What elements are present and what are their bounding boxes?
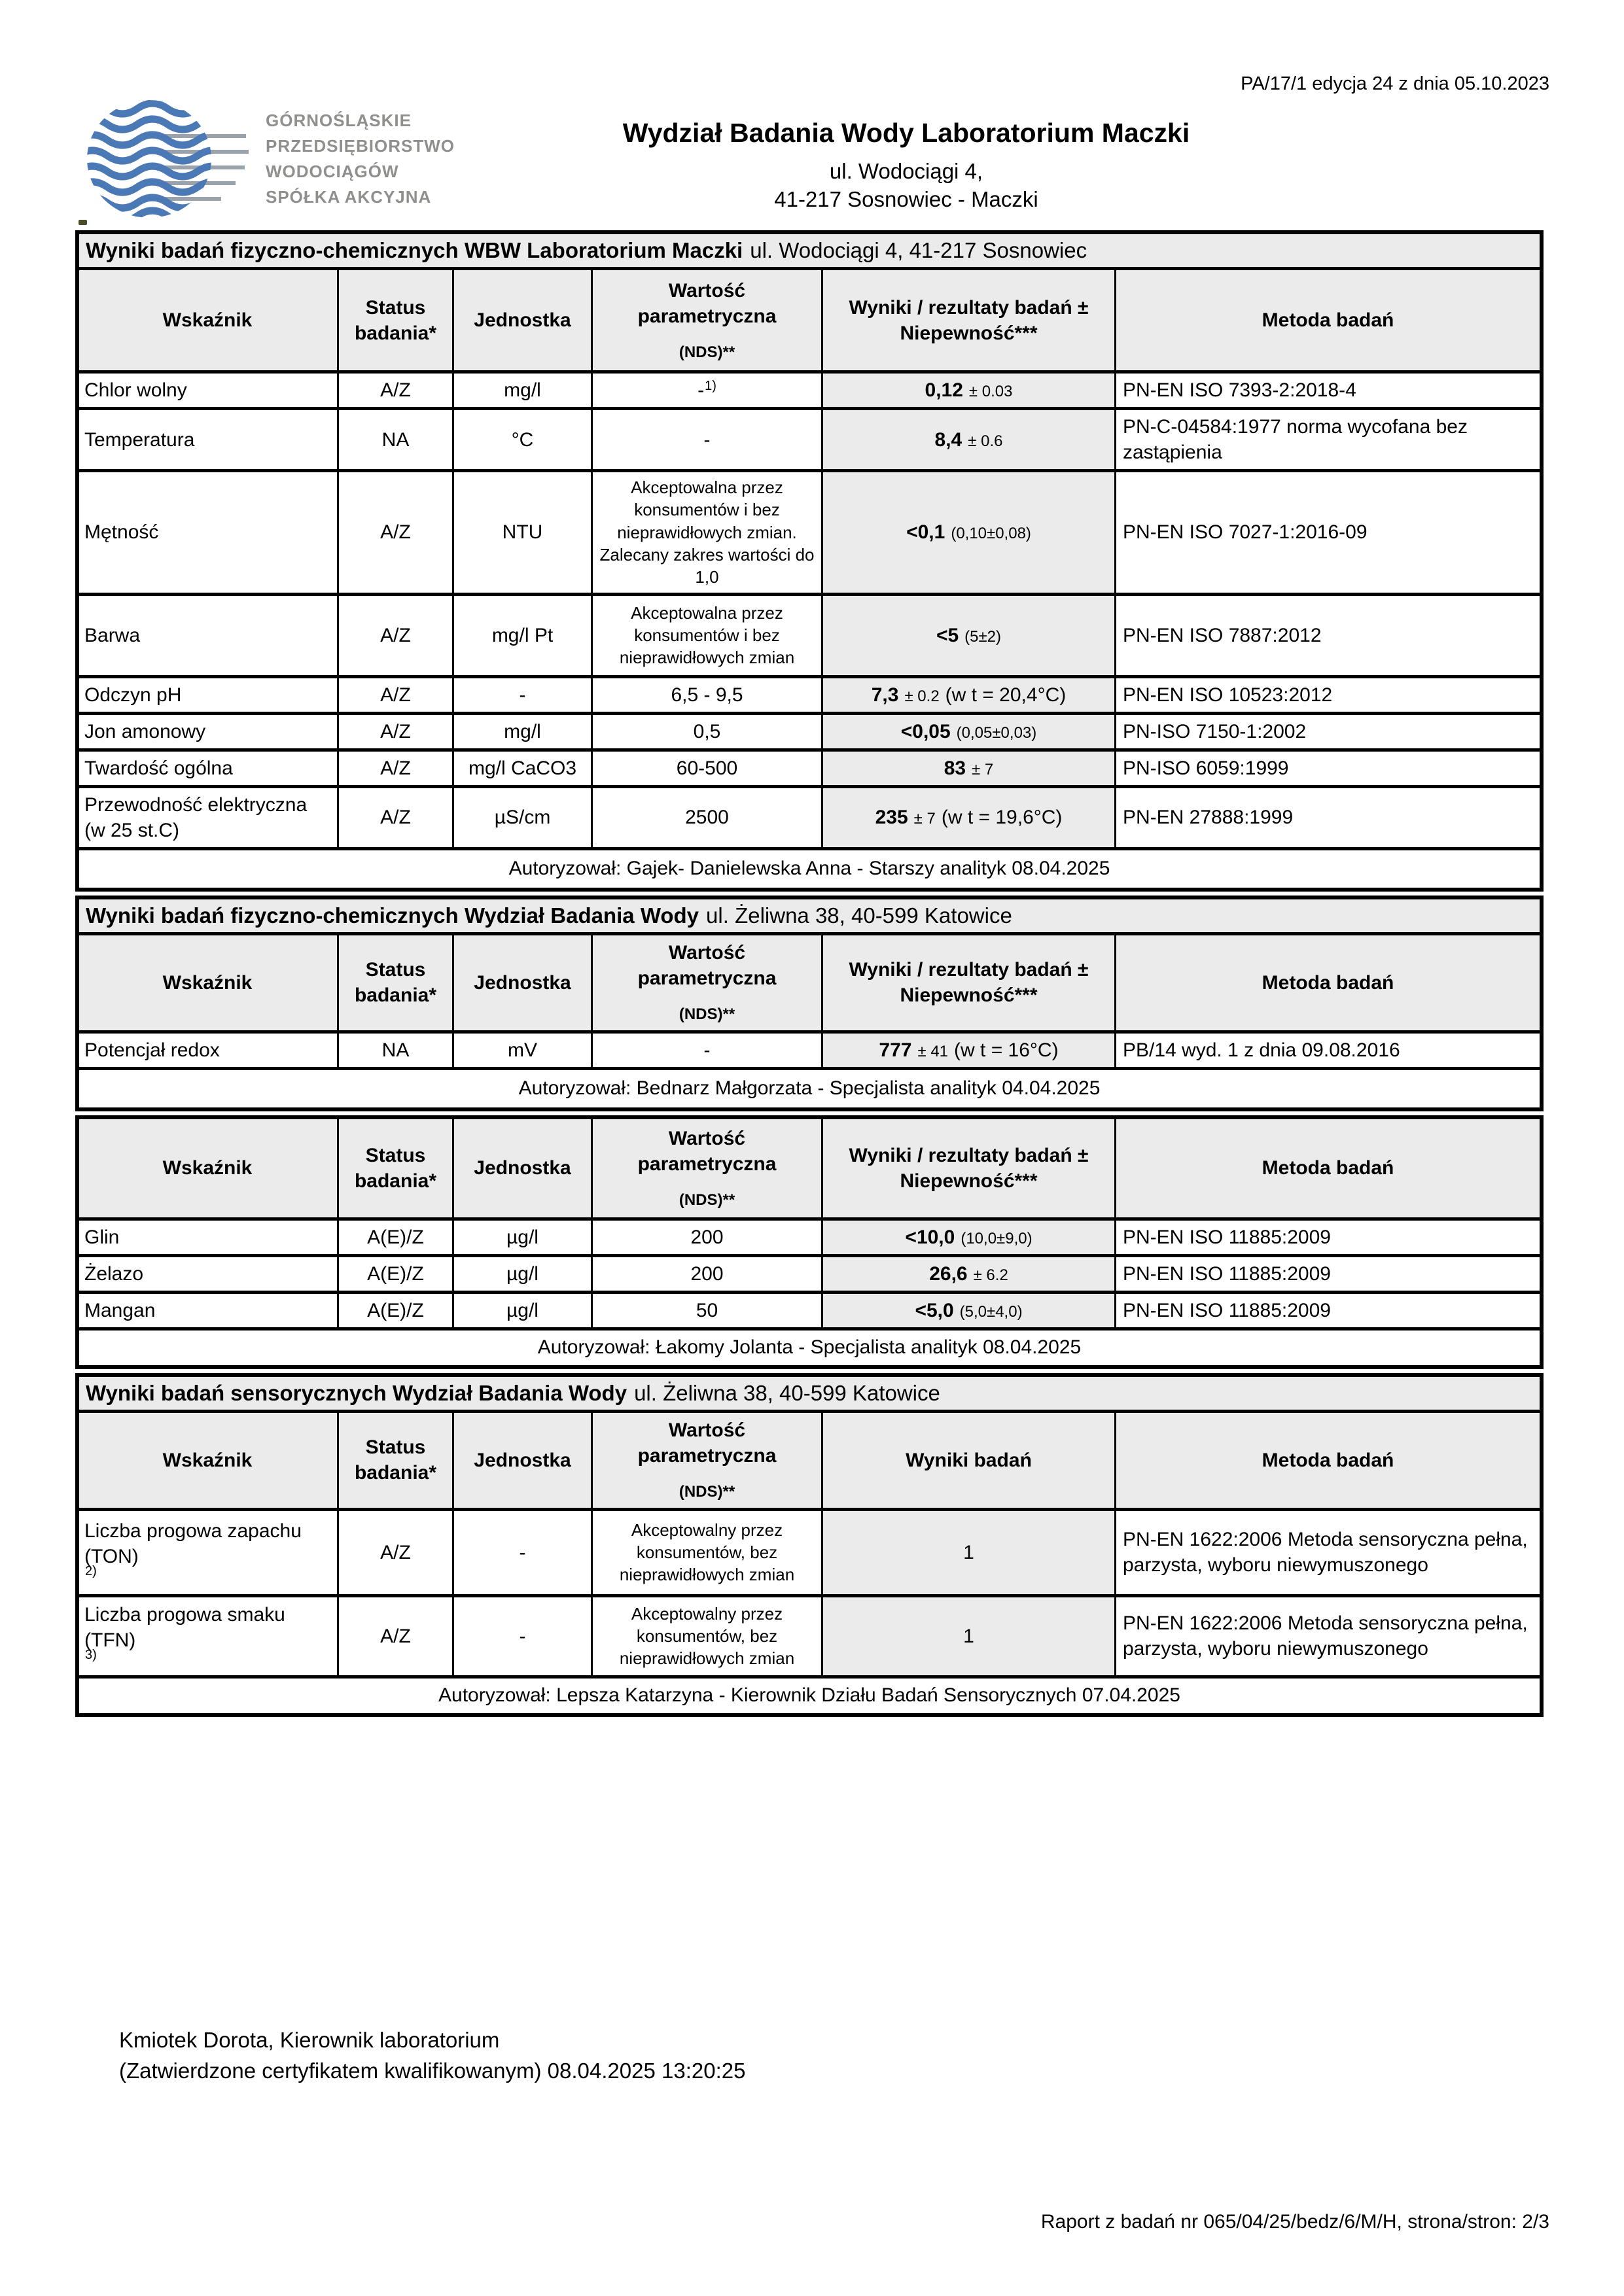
table-cell — [1114, 1257, 1540, 1291]
column-header-line: badania* — [354, 1170, 437, 1192]
cell-text: <5,0 — [915, 1299, 954, 1321]
cell-text: Mangan — [84, 1299, 156, 1321]
table-title-address: ul. Żeliwna 38, 40-599 Katowice — [706, 903, 1012, 928]
cell-text: Przewodność elektryczna (w 25 st.C) — [84, 793, 308, 841]
column-header-line: Metoda badań — [1262, 309, 1394, 331]
column-header-line: Jednostka — [474, 309, 571, 331]
table-cell — [821, 410, 1114, 469]
cell-text: A/Z — [380, 624, 411, 646]
table-cell — [79, 678, 337, 712]
cell-text: (5,0±4,0) — [959, 1302, 1023, 1321]
column-header-line: Status — [365, 1436, 426, 1459]
cell-text: 50 — [696, 1299, 718, 1321]
table-row — [79, 785, 1540, 847]
cell-text: PN-C-04584:1977 norma wycofana bez zastąpienia — [1123, 416, 1468, 463]
table-cell — [452, 410, 591, 469]
column-header-line: Status — [365, 296, 426, 319]
table-cell — [452, 678, 591, 712]
table-title-address: ul. Wodociągi 4, 41-217 Sosnowiec — [750, 238, 1087, 262]
column-header — [821, 1119, 1114, 1217]
results-table-4 — [75, 1373, 1544, 1717]
column-header-line: Wartość — [668, 279, 746, 302]
cell-text: Akceptowalna przez konsumentów i bez nieprawidłowych zmian — [619, 602, 795, 668]
table-cell — [337, 1221, 452, 1254]
cell-text: Akceptowalny przez konsumentów, bez nieprawidłowych zmian — [619, 1520, 795, 1585]
table-cell — [591, 1294, 821, 1327]
column-header-line: Wartość — [668, 942, 746, 964]
table-row — [79, 407, 1540, 469]
cell-text: Twardość ogólna — [84, 757, 233, 779]
table-cell — [591, 1257, 821, 1291]
cell-text: 0,12 — [925, 379, 963, 401]
cell-text: ± 0.6 — [968, 432, 1003, 450]
company-name-line: WODOCIĄGÓW — [266, 162, 399, 181]
cell-text: - — [703, 428, 711, 451]
cell-text: NA — [381, 428, 410, 451]
table-cell — [591, 374, 821, 407]
table-cell — [337, 788, 452, 847]
table-row — [79, 1217, 1540, 1254]
cell-text: A(E)/Z — [367, 1299, 424, 1321]
cell-text: ± 7 — [913, 810, 936, 828]
cell-text: 2500 — [685, 807, 729, 829]
results-table-1 — [75, 230, 1544, 892]
table-cell — [337, 715, 452, 748]
table-cell — [1114, 1221, 1540, 1254]
cell-text: mg/l CaCO3 — [468, 757, 577, 779]
table-cell — [452, 752, 591, 785]
cell-text: ± 6.2 — [973, 1266, 1008, 1284]
column-header — [1114, 935, 1540, 1030]
cell-text: PN-ISO 7150-1:2002 — [1123, 720, 1307, 742]
report-number-page: Raport z badań nr 065/04/25/bedz/6/M/H, strona/stron: 2/3 — [1040, 2211, 1549, 2233]
table-cell — [79, 410, 337, 469]
column-header — [1114, 270, 1540, 370]
cell-text: ± 0.2 — [904, 687, 940, 705]
column-header-sub: (NDS)** — [679, 343, 735, 361]
table-cell — [1114, 1511, 1540, 1594]
column-header-line: badania* — [354, 322, 437, 344]
column-header — [337, 270, 452, 370]
cell-text: A/Z — [380, 684, 411, 706]
column-header-line: parametryczna — [637, 967, 777, 990]
table-cell — [821, 1034, 1114, 1067]
table-cell — [452, 1034, 591, 1067]
table-row — [79, 675, 1540, 712]
cell-text: (0,10±0,08) — [951, 525, 1031, 543]
page-artifact-mark — [79, 220, 87, 225]
cell-text: Glin — [84, 1226, 120, 1248]
table-cell — [1114, 596, 1540, 675]
table-cell — [337, 1257, 452, 1291]
results-table-2 — [75, 896, 1544, 1111]
cell-text: A/Z — [380, 1625, 411, 1647]
table-title-row — [79, 1377, 1540, 1410]
authorized-by-row: Autoryzował: Gajek- Danielewska Anna - Starszy analityk 08.04.2025 — [79, 847, 1540, 888]
cell-text: Potencjał redox — [84, 1039, 220, 1061]
column-header-line: Wartość — [668, 1419, 746, 1442]
table-cell — [1114, 1597, 1540, 1675]
table-cell — [337, 1511, 452, 1594]
table-row — [79, 1594, 1540, 1675]
cell-text: A/Z — [380, 379, 411, 401]
column-header — [452, 1119, 591, 1217]
cell-text: PN-EN 27888:1999 — [1123, 807, 1294, 829]
table-cell — [337, 410, 452, 469]
cell-text: A(E)/Z — [367, 1226, 424, 1248]
table-cell — [591, 788, 821, 847]
table-row — [79, 1291, 1540, 1327]
table-header-row — [79, 267, 1540, 370]
table-cell — [821, 596, 1114, 675]
table-cell — [1114, 678, 1540, 712]
cell-text: NA — [381, 1039, 410, 1061]
table-cell — [337, 678, 452, 712]
cell-text: mg/l Pt — [491, 624, 554, 646]
column-header — [79, 270, 337, 370]
table-cell — [452, 374, 591, 407]
cell-text: 60-500 — [676, 757, 738, 779]
company-name-line: SPÓŁKA AKCYJNA — [266, 187, 432, 207]
table-cell — [79, 715, 337, 748]
cell-text: 200 — [690, 1226, 724, 1248]
cell-text: Akceptowalna przez konsumentów i bez nieprawidłowych zmian. Zalecany zakres wartości do 1,0 — [599, 478, 815, 587]
column-header — [1114, 1413, 1540, 1508]
table-title-text: Wyniki badań fizyczno-chemicznych WBW Laboratorium Maczki — [86, 238, 743, 262]
cell-text: µg/l — [506, 1226, 538, 1248]
document-reference: PA/17/1 edycja 24 z dnia 05.10.2023 — [1241, 73, 1549, 94]
column-header-line: badania* — [354, 1462, 437, 1484]
cell-text: PN-EN 1622:2006 Metoda sensoryczna pełna, parzysta, wyboru niewymuszonego — [1123, 1612, 1528, 1660]
table-cell — [1114, 1034, 1540, 1067]
table-cell — [79, 1034, 337, 1067]
cell-text: 1) — [705, 379, 716, 393]
cell-text: PN-EN ISO 7027-1:2016-09 — [1123, 521, 1368, 544]
cell-text: 2) — [85, 1564, 97, 1579]
table-title-row — [79, 234, 1540, 267]
cell-text: PN-EN 1622:2006 Metoda sensoryczna pełna, parzysta, wyboru niewymuszonego — [1123, 1529, 1528, 1576]
table-cell — [452, 596, 591, 675]
table-cell — [452, 1257, 591, 1291]
table-row — [79, 593, 1540, 675]
table-header-row — [79, 1119, 1540, 1217]
cell-text: - — [519, 1625, 526, 1647]
column-header — [1114, 1119, 1540, 1217]
table-cell — [79, 1511, 337, 1594]
column-header — [452, 935, 591, 1030]
table-cell — [821, 752, 1114, 785]
cell-text: 200 — [690, 1262, 724, 1285]
cell-text: 83 — [944, 757, 966, 779]
table-cell — [79, 1597, 337, 1675]
cell-text: <5 — [936, 624, 959, 646]
table-cell — [821, 788, 1114, 847]
cell-text: A/Z — [380, 1541, 411, 1563]
lab-address-line1: ul. Wodociągi 4, — [829, 159, 983, 183]
column-header — [79, 935, 337, 1030]
cell-text: µg/l — [506, 1262, 538, 1285]
table-cell — [79, 1257, 337, 1291]
column-header — [452, 1413, 591, 1508]
cell-text: (10,0±9,0) — [961, 1229, 1033, 1247]
cell-text: PN-ISO 6059:1999 — [1123, 757, 1289, 779]
cell-text: - — [519, 1541, 526, 1563]
table-cell — [591, 1221, 821, 1254]
column-header-line: Metoda badań — [1262, 1449, 1394, 1471]
cell-text: A/Z — [380, 757, 411, 779]
column-header-line: Wyniki / rezultaty badań ± — [849, 959, 1089, 981]
table-title-text: Wyniki badań sensorycznych Wydział Badania Wody — [86, 1380, 627, 1405]
column-header — [591, 270, 821, 370]
cell-text: 0,5 — [693, 720, 721, 742]
column-header — [337, 1119, 452, 1217]
cell-text: Mętność — [84, 521, 159, 544]
table-row — [79, 712, 1540, 748]
column-header-line: Jednostka — [474, 1157, 571, 1179]
cell-text: (0,05±0,03) — [956, 723, 1037, 742]
cell-text: mg/l — [504, 379, 541, 401]
column-header — [337, 1413, 452, 1508]
cell-text: Chlor wolny — [84, 379, 187, 401]
cell-text: (w t = 19,6°C) — [941, 807, 1063, 829]
column-header-line: Jednostka — [474, 971, 571, 994]
cell-text: A/Z — [380, 807, 411, 829]
column-header-line: Wskaźnik — [162, 1449, 253, 1471]
cell-text: - — [703, 1039, 711, 1061]
column-header-line: Status — [365, 959, 426, 981]
table-cell — [79, 788, 337, 847]
column-header-line: Wartość — [668, 1127, 746, 1149]
table-cell — [79, 596, 337, 675]
cell-text: <0,05 — [900, 720, 951, 742]
cell-text: 26,6 — [929, 1262, 968, 1285]
table-cell — [337, 472, 452, 593]
cell-text: °C — [511, 428, 534, 451]
cell-text: 1 — [963, 1625, 974, 1647]
table-title-address: ul. Żeliwna 38, 40-599 Katowice — [634, 1380, 940, 1405]
cell-text: PN-EN ISO 7887:2012 — [1123, 624, 1322, 646]
cell-text: (w t = 20,4°C) — [945, 684, 1067, 706]
table-cell — [591, 678, 821, 712]
cell-text: PN-EN ISO 11885:2009 — [1123, 1226, 1331, 1248]
table-cell — [1114, 715, 1540, 748]
column-header-line: Metoda badań — [1262, 971, 1394, 994]
cell-text: 6,5 - 9,5 — [671, 684, 743, 706]
column-header-line: parametryczna — [637, 305, 777, 327]
column-header-line: Jednostka — [474, 1449, 571, 1471]
table-cell — [79, 472, 337, 593]
table-cell — [452, 472, 591, 593]
cell-text: Odczyn pH — [84, 684, 182, 706]
table-cell — [337, 1597, 452, 1675]
table-cell — [79, 1294, 337, 1327]
table-cell — [821, 1294, 1114, 1327]
cell-text: PN-EN ISO 11885:2009 — [1123, 1262, 1331, 1285]
column-header — [591, 1413, 821, 1508]
table-cell — [452, 1597, 591, 1675]
column-header — [821, 1413, 1114, 1508]
table-cell — [821, 1221, 1114, 1254]
table-row — [79, 1030, 1540, 1067]
cell-text: Akceptowalny przez konsumentów, bez nieprawidłowych zmian — [619, 1603, 795, 1669]
cell-text: Liczba progowa smaku (TFN) — [84, 1604, 285, 1652]
column-header — [452, 270, 591, 370]
cell-text: ± 0.03 — [968, 383, 1013, 400]
column-header-line: Wskaźnik — [162, 971, 253, 994]
column-header — [79, 1119, 337, 1217]
cell-text: (w t = 16°C) — [954, 1039, 1059, 1061]
table-cell — [337, 752, 452, 785]
authorized-by-row: Autoryzował: Bednarz Małgorzata - Specjalista analityk 04.04.2025 — [79, 1067, 1540, 1107]
column-header — [591, 935, 821, 1030]
column-header-sub: (NDS)** — [679, 1005, 735, 1024]
table-cell — [452, 788, 591, 847]
company-name-line: PRZEDSIĘBIORSTWO — [266, 136, 455, 156]
cell-text: PB/14 wyd. 1 z dnia 09.08.2016 — [1123, 1039, 1400, 1061]
table-cell — [591, 596, 821, 675]
cell-text: ± 7 — [972, 760, 994, 778]
table-cell — [821, 1511, 1114, 1594]
cell-text: Barwa — [84, 624, 141, 646]
column-header-line: Niepewność*** — [900, 322, 1038, 344]
column-header-line: Wyniki / rezultaty badań ± — [849, 296, 1089, 319]
column-header — [79, 1413, 337, 1508]
table-cell — [591, 1597, 821, 1675]
company-name-line: GÓRNOŚLĄSKIE — [266, 111, 412, 130]
column-header-line: Wyniki badań — [906, 1449, 1032, 1471]
table-cell — [821, 1597, 1114, 1675]
signature-name: Kmiotek Dorota, Kierownik laboratorium — [119, 2028, 500, 2052]
cell-text: - — [519, 684, 526, 706]
cell-text: 7,3 — [871, 684, 899, 706]
authorized-by-row: Autoryzował: Lepsza Katarzyna - Kierownik Działu Badań Sensorycznych 07.04.2025 — [79, 1675, 1540, 1713]
table-cell — [1114, 788, 1540, 847]
column-header-line: Metoda badań — [1262, 1157, 1394, 1179]
column-header-sub: (NDS)** — [679, 1191, 735, 1209]
table-cell — [821, 472, 1114, 593]
table-row — [79, 748, 1540, 785]
table-cell — [591, 472, 821, 593]
column-header-line: parametryczna — [637, 1445, 777, 1467]
table-cell — [591, 752, 821, 785]
cell-text: µg/l — [506, 1299, 538, 1321]
table-row — [79, 469, 1540, 593]
table-cell — [821, 1257, 1114, 1291]
column-header-line: Niepewność*** — [900, 984, 1038, 1007]
results-table-3 — [75, 1115, 1544, 1369]
table-cell — [79, 752, 337, 785]
table-cell — [337, 596, 452, 675]
cell-text: 1 — [963, 1541, 974, 1563]
column-header — [821, 270, 1114, 370]
table-cell — [1114, 472, 1540, 593]
column-header-line: Status — [365, 1144, 426, 1166]
column-header-line: badania* — [354, 984, 437, 1007]
cell-text: Liczba progowa zapachu (TON) — [84, 1520, 302, 1568]
table-cell — [591, 1511, 821, 1594]
table-row — [79, 370, 1540, 407]
cell-text: ± 41 — [917, 1042, 949, 1060]
cell-text: 8,4 — [934, 428, 962, 451]
cell-text: Jon amonowy — [84, 720, 206, 742]
cell-text: 777 — [879, 1039, 912, 1061]
cell-text: 235 — [875, 807, 908, 829]
cell-text: A(E)/Z — [367, 1262, 424, 1285]
table-header-row — [79, 932, 1540, 1030]
signature-block — [119, 2025, 745, 2087]
table-cell — [79, 1221, 337, 1254]
column-header-sub: (NDS)** — [679, 1483, 735, 1501]
table-cell — [821, 374, 1114, 407]
table-cell — [821, 715, 1114, 748]
table-cell — [1114, 410, 1540, 469]
table-cell — [452, 1294, 591, 1327]
column-header — [591, 1119, 821, 1217]
table-header-row — [79, 1410, 1540, 1508]
cell-text: NTU — [502, 521, 543, 544]
lab-address-line2: 41-217 Sosnowiec - Maczki — [774, 187, 1038, 211]
table-cell — [591, 715, 821, 748]
cell-text: mg/l — [504, 720, 541, 742]
cell-text: <10,0 — [905, 1226, 955, 1248]
table-title-text: Wyniki badań fizyczno-chemicznych Wydział Badania Wody — [86, 903, 699, 928]
table-cell — [452, 1511, 591, 1594]
page-title: Wydział Badania Wody Laboratorium Maczki — [622, 118, 1190, 148]
column-header — [821, 935, 1114, 1030]
cell-text: - — [697, 379, 705, 401]
cell-text: mV — [508, 1039, 537, 1061]
tables — [75, 230, 1544, 1717]
column-header-line: Niepewność*** — [900, 1170, 1038, 1192]
table-cell — [337, 1294, 452, 1327]
column-header-line: Wskaźnik — [162, 1157, 253, 1179]
table-row — [79, 1508, 1540, 1594]
cell-text: PN-EN ISO 11885:2009 — [1123, 1299, 1331, 1321]
column-header-line: Wyniki / rezultaty badań ± — [849, 1144, 1089, 1166]
cell-text: Żelazo — [84, 1262, 144, 1285]
table-cell — [1114, 752, 1540, 785]
authorized-by-row: Autoryzował: Łakomy Jolanta - Specjalista analityk 08.04.2025 — [79, 1327, 1540, 1365]
cell-text: PN-EN ISO 7393-2:2018-4 — [1123, 379, 1356, 401]
table-title-row — [79, 899, 1540, 932]
table-cell — [337, 374, 452, 407]
table-cell — [1114, 1294, 1540, 1327]
table-cell — [1114, 374, 1540, 407]
cell-text: PN-EN ISO 10523:2012 — [1123, 684, 1333, 706]
column-header — [337, 935, 452, 1030]
column-header-line: Wskaźnik — [162, 309, 253, 331]
table-cell — [452, 1221, 591, 1254]
column-header-line: parametryczna — [637, 1153, 777, 1175]
table-cell — [337, 1034, 452, 1067]
table-cell — [821, 678, 1114, 712]
cell-text: (5±2) — [964, 627, 1002, 646]
cell-text: µS/cm — [494, 807, 551, 829]
cell-text: <0,1 — [906, 521, 945, 544]
table-cell — [452, 715, 591, 748]
table-row — [79, 1254, 1540, 1291]
cell-text: A/Z — [380, 720, 411, 742]
signature-certification: (Zatwierdzone certyfikatem kwalifikowanym) 08.04.2025 13:20:25 — [119, 2058, 746, 2083]
cell-text: 3) — [85, 1648, 97, 1663]
table-cell — [591, 1034, 821, 1067]
table-cell — [79, 374, 337, 407]
cell-text: A/Z — [380, 521, 411, 544]
cell-text: Temperatura — [84, 428, 195, 451]
table-cell — [591, 410, 821, 469]
